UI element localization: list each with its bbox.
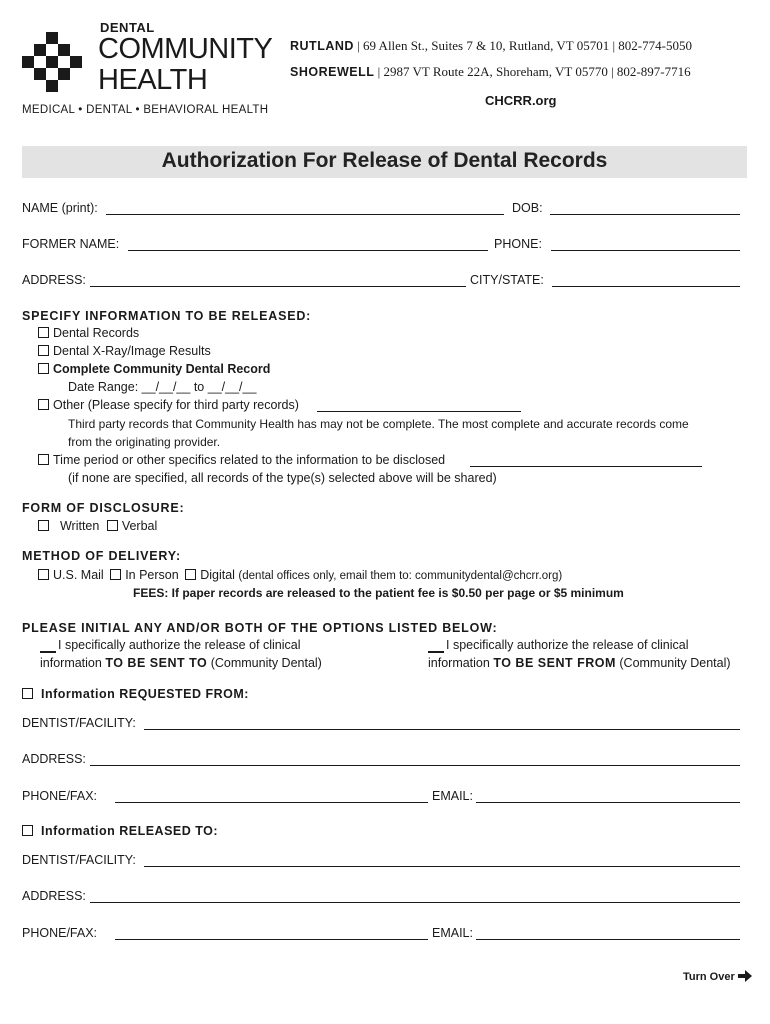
specify-heading: SPECIFY INFORMATION TO BE RELEASED: <box>22 309 312 323</box>
third-party-note-line2: from the originating provider. <box>68 435 221 449</box>
checkbox[interactable] <box>38 399 49 410</box>
date-range-from[interactable]: __/__/__ <box>141 380 191 394</box>
city-state-field[interactable] <box>552 286 740 287</box>
sent-from-line2 <box>428 656 731 670</box>
option-other[interactable] <box>38 398 299 412</box>
option-xray[interactable] <box>38 344 211 358</box>
option-label: Other (Please specify for third party records) <box>53 398 299 412</box>
turn-over <box>683 970 752 983</box>
sent-from-line1: I specifically authorize the release of clinical <box>446 638 689 652</box>
sent-to-line2 <box>40 656 322 670</box>
req-email-field[interactable] <box>476 802 740 803</box>
checkbox-written[interactable] <box>38 520 49 531</box>
third-party-note-line1: Third party records that Community Health has may not be complete. The most complete and accurate records come <box>68 417 689 431</box>
former-name-label: FORMER NAME: <box>22 237 120 251</box>
fees-note: FEES: If paper records are released to the patient fee is $0.50 per page or $5 minimum <box>133 586 624 600</box>
initial-field-sent-to[interactable] <box>40 651 56 653</box>
rel-dentist-field[interactable] <box>144 866 740 867</box>
other-field[interactable] <box>317 411 521 412</box>
rutland-details: | 69 Allen St., Suites 7 & 10, Rutland, VT 05701 | 802-774-5050 <box>357 38 692 53</box>
date-range-to[interactable]: __/__/__ <box>207 380 257 394</box>
turn-over-label: Turn Over <box>683 971 735 983</box>
rel-email-field[interactable] <box>476 939 740 940</box>
option-time-period[interactable] <box>38 453 445 467</box>
brand-line2: HEALTH <box>98 64 208 96</box>
rutland-address <box>290 38 692 54</box>
sent-to-line1: I specifically authorize the release of clinical <box>58 638 301 652</box>
logo-mark <box>22 32 94 104</box>
req-address-label: ADDRESS: <box>22 752 86 766</box>
req-phone-field[interactable] <box>115 802 428 803</box>
disclosure-options <box>38 519 157 533</box>
sent-from-suffix: (Community Dental) <box>619 656 731 670</box>
phone-field[interactable] <box>551 250 740 251</box>
checkbox[interactable] <box>38 327 49 338</box>
date-range <box>68 380 256 394</box>
time-period-field[interactable] <box>470 466 702 467</box>
digital-note: (dental offices only, email them to: communitydental@chcrr.org) <box>238 570 563 582</box>
shorewell-details: | 2987 VT Route 22A, Shoreham, VT 05770 | 802-897-7716 <box>377 64 691 79</box>
sent-from-prefix: information <box>428 656 490 670</box>
delivery-options <box>38 568 562 582</box>
mail-label: U.S. Mail <box>53 568 104 582</box>
brand-line1: COMMUNITY <box>98 33 273 65</box>
req-dentist-label: DENTIST/FACILITY: <box>22 716 136 730</box>
shorewell-label: SHOREWELL <box>290 65 375 79</box>
initial-heading: PLEASE INITIAL ANY AND/OR BOTH OF THE OPTIONS LISTED BELOW: <box>22 621 498 635</box>
dob-field[interactable] <box>550 214 740 215</box>
rel-phone-field[interactable] <box>115 939 428 940</box>
sent-from-bold: TO BE SENT FROM <box>493 656 616 670</box>
arrow-right-icon <box>738 970 752 982</box>
option-label: Complete Community Dental Record <box>53 362 271 376</box>
disclosure-heading: FORM OF DISCLOSURE: <box>22 501 185 515</box>
if-none-note: (if none are specified, all records of the type(s) selected above will be shared) <box>68 471 497 485</box>
shorewell-address <box>290 64 691 80</box>
sent-to-bold: TO BE SENT TO <box>105 656 208 670</box>
checkbox[interactable] <box>38 454 49 465</box>
checkbox-verbal[interactable] <box>107 520 118 531</box>
website-link[interactable]: CHCRR.org <box>485 93 557 108</box>
brand-tagline: MEDICAL • DENTAL • BEHAVIORAL HEALTH <box>22 104 269 116</box>
former-name-field[interactable] <box>128 250 488 251</box>
brand-name <box>98 34 272 96</box>
option-label: Dental X-Ray/Image Results <box>53 344 211 358</box>
checkbox-in-person[interactable] <box>110 569 121 580</box>
written-label: Written <box>59 519 100 533</box>
digital-label: Digital <box>200 568 235 582</box>
rutland-label: RUTLAND <box>290 39 354 53</box>
address-label: ADDRESS: <box>22 273 86 287</box>
sent-to-suffix: (Community Dental) <box>210 656 322 670</box>
dob-label: DOB: <box>512 201 543 215</box>
checkbox-released-to[interactable] <box>22 825 33 836</box>
verbal-label: Verbal <box>121 519 158 533</box>
brand-top: DENTAL <box>100 20 155 35</box>
name-label: NAME (print): <box>22 201 98 215</box>
req-address-field[interactable] <box>90 765 740 766</box>
rel-address-label: ADDRESS: <box>22 889 86 903</box>
date-range-label: Date Range: <box>68 380 139 394</box>
initial-field-sent-from[interactable] <box>428 651 444 653</box>
option-complete-record[interactable] <box>38 362 270 376</box>
option-label: Dental Records <box>53 326 140 340</box>
requested-from-heading <box>22 687 249 701</box>
req-email-label: EMAIL: <box>432 789 473 803</box>
page-title: Authorization For Release of Dental Records <box>161 149 608 172</box>
in-person-label: In Person <box>125 568 179 582</box>
rel-dentist-label: DENTIST/FACILITY: <box>22 853 136 867</box>
released-to-heading <box>22 824 218 838</box>
option-label: Time period or other specifics related to the information to be disclosed <box>53 453 446 467</box>
requested-from-label: Information REQUESTED FROM: <box>40 687 249 701</box>
name-field[interactable] <box>106 214 504 215</box>
checkbox-digital[interactable] <box>185 569 196 580</box>
city-state-label: CITY/STATE: <box>470 273 544 287</box>
checkbox[interactable] <box>38 345 49 356</box>
checkbox-mail[interactable] <box>38 569 49 580</box>
rel-address-field[interactable] <box>90 902 740 903</box>
rel-email-label: EMAIL: <box>432 926 473 940</box>
checkbox[interactable] <box>38 363 49 374</box>
released-to-label: Information RELEASED TO: <box>40 824 219 838</box>
req-phone-label: PHONE/FAX: <box>22 789 98 803</box>
option-dental-records[interactable] <box>38 326 139 340</box>
phone-label: PHONE: <box>494 237 542 251</box>
date-range-to-word: to <box>193 380 205 394</box>
checkbox-requested-from[interactable] <box>22 688 33 699</box>
req-dentist-field[interactable] <box>144 729 740 730</box>
delivery-heading: METHOD OF DELIVERY: <box>22 549 181 563</box>
title-bar <box>22 146 747 178</box>
address-field[interactable] <box>90 286 466 287</box>
sent-to-prefix: information <box>40 656 102 670</box>
rel-phone-label: PHONE/FAX: <box>22 926 98 940</box>
